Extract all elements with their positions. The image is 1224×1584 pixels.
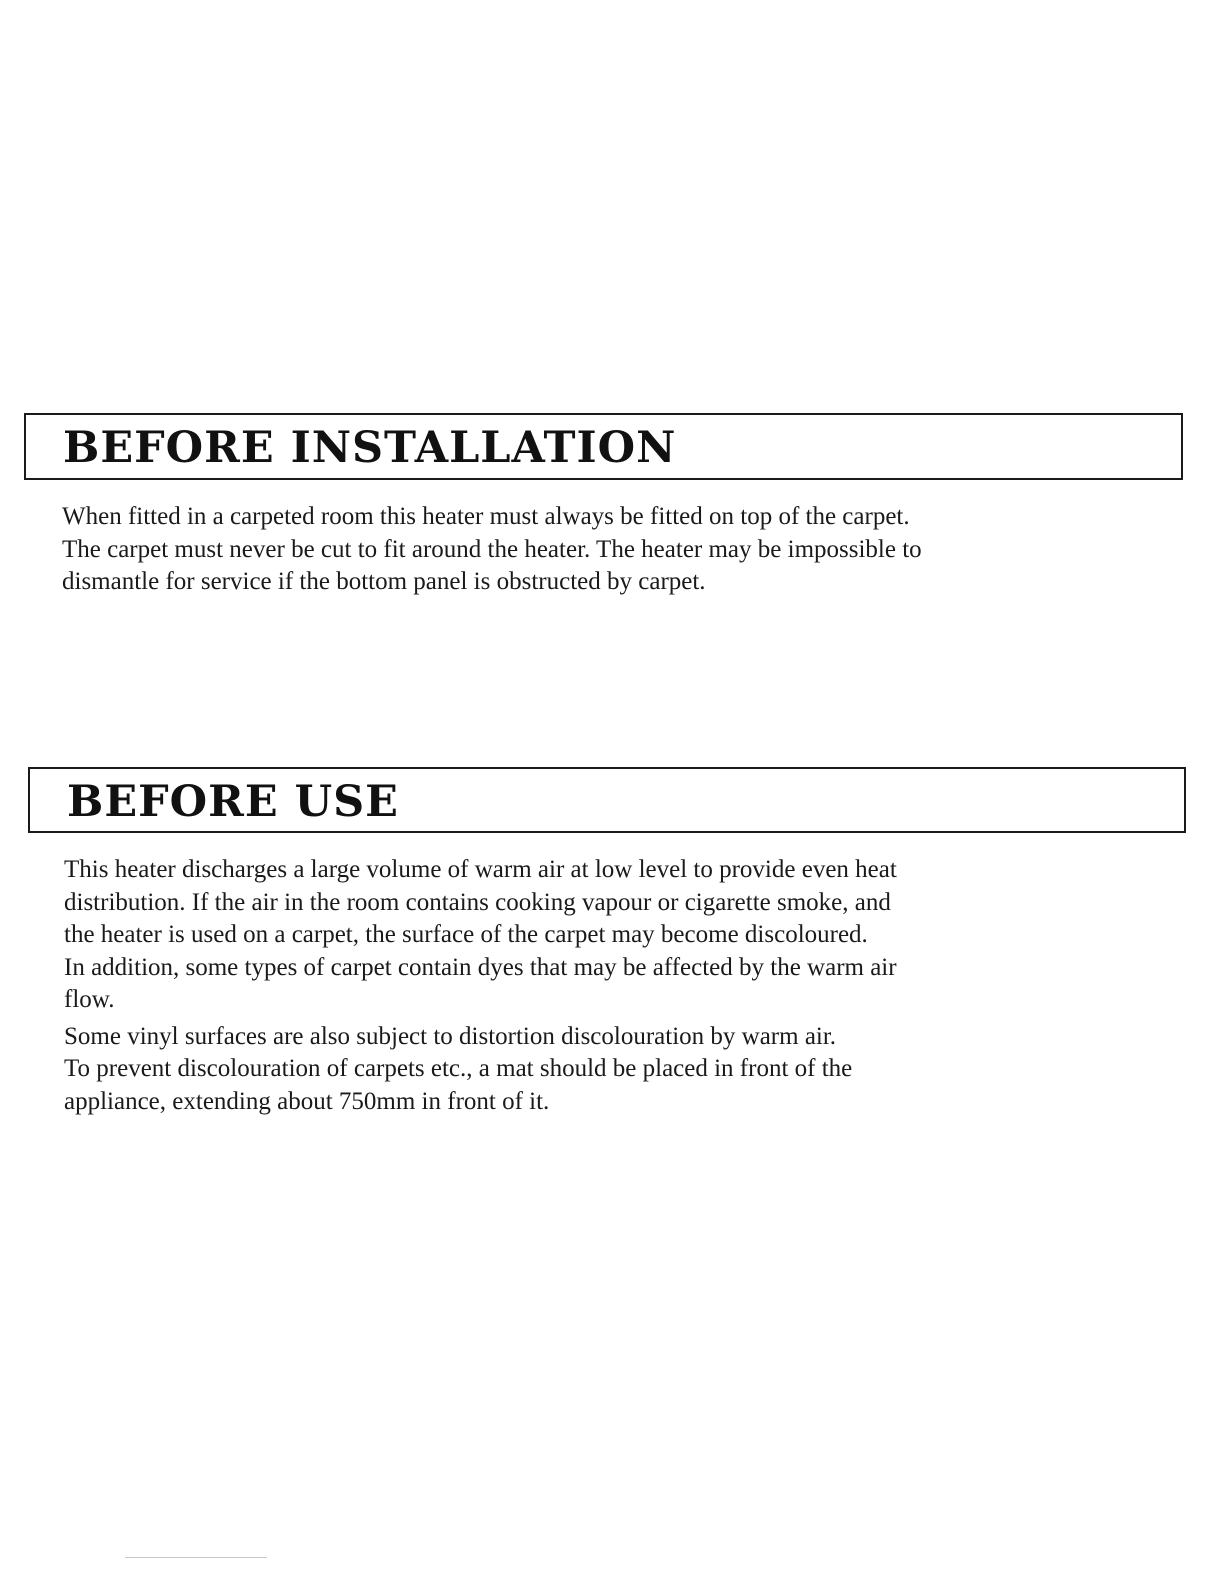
text-line: the heater is used on a carpet, the surface of the carpet may become discoloured. bbox=[64, 921, 868, 948]
text-line: flow. bbox=[64, 986, 115, 1013]
text-line: In addition, some types of carpet contain dyes that may be affected by the warm air bbox=[64, 953, 897, 981]
text-line: distribution. If the air in the room contains cooking vapour or cigarette smoke, and bbox=[64, 888, 891, 916]
text-line: The carpet must never be cut to fit around the heater. The heater may be impossible to bbox=[62, 535, 922, 563]
paragraph-before-use bbox=[64, 854, 897, 1118]
section-header-before-installation bbox=[24, 413, 1183, 480]
text-line: appliance, extending about 750mm in front of it. bbox=[64, 1087, 550, 1115]
text-line: dismantle for service if the bottom panel is obstructed by carpet. bbox=[62, 568, 706, 595]
section-header-before-use bbox=[28, 767, 1186, 833]
text-line: Some vinyl surfaces are also subject to distortion discolouration by warm air. bbox=[64, 1022, 837, 1050]
heading-before-installation: BEFORE INSTALLATION bbox=[63, 423, 677, 473]
text-line: To prevent discolouration of carpets etc., a mat should be placed in front of the bbox=[64, 1055, 853, 1082]
text-line: This heater discharges a large volume of warm air at low level to provide even heat bbox=[64, 856, 897, 883]
paragraph-before-installation bbox=[62, 501, 922, 599]
text-line: When fitted in a carpeted room this heater must always be fitted on top of the carpet. bbox=[62, 503, 910, 530]
footer-rule bbox=[125, 1557, 267, 1558]
heading-before-use: BEFORE USE bbox=[67, 777, 399, 827]
